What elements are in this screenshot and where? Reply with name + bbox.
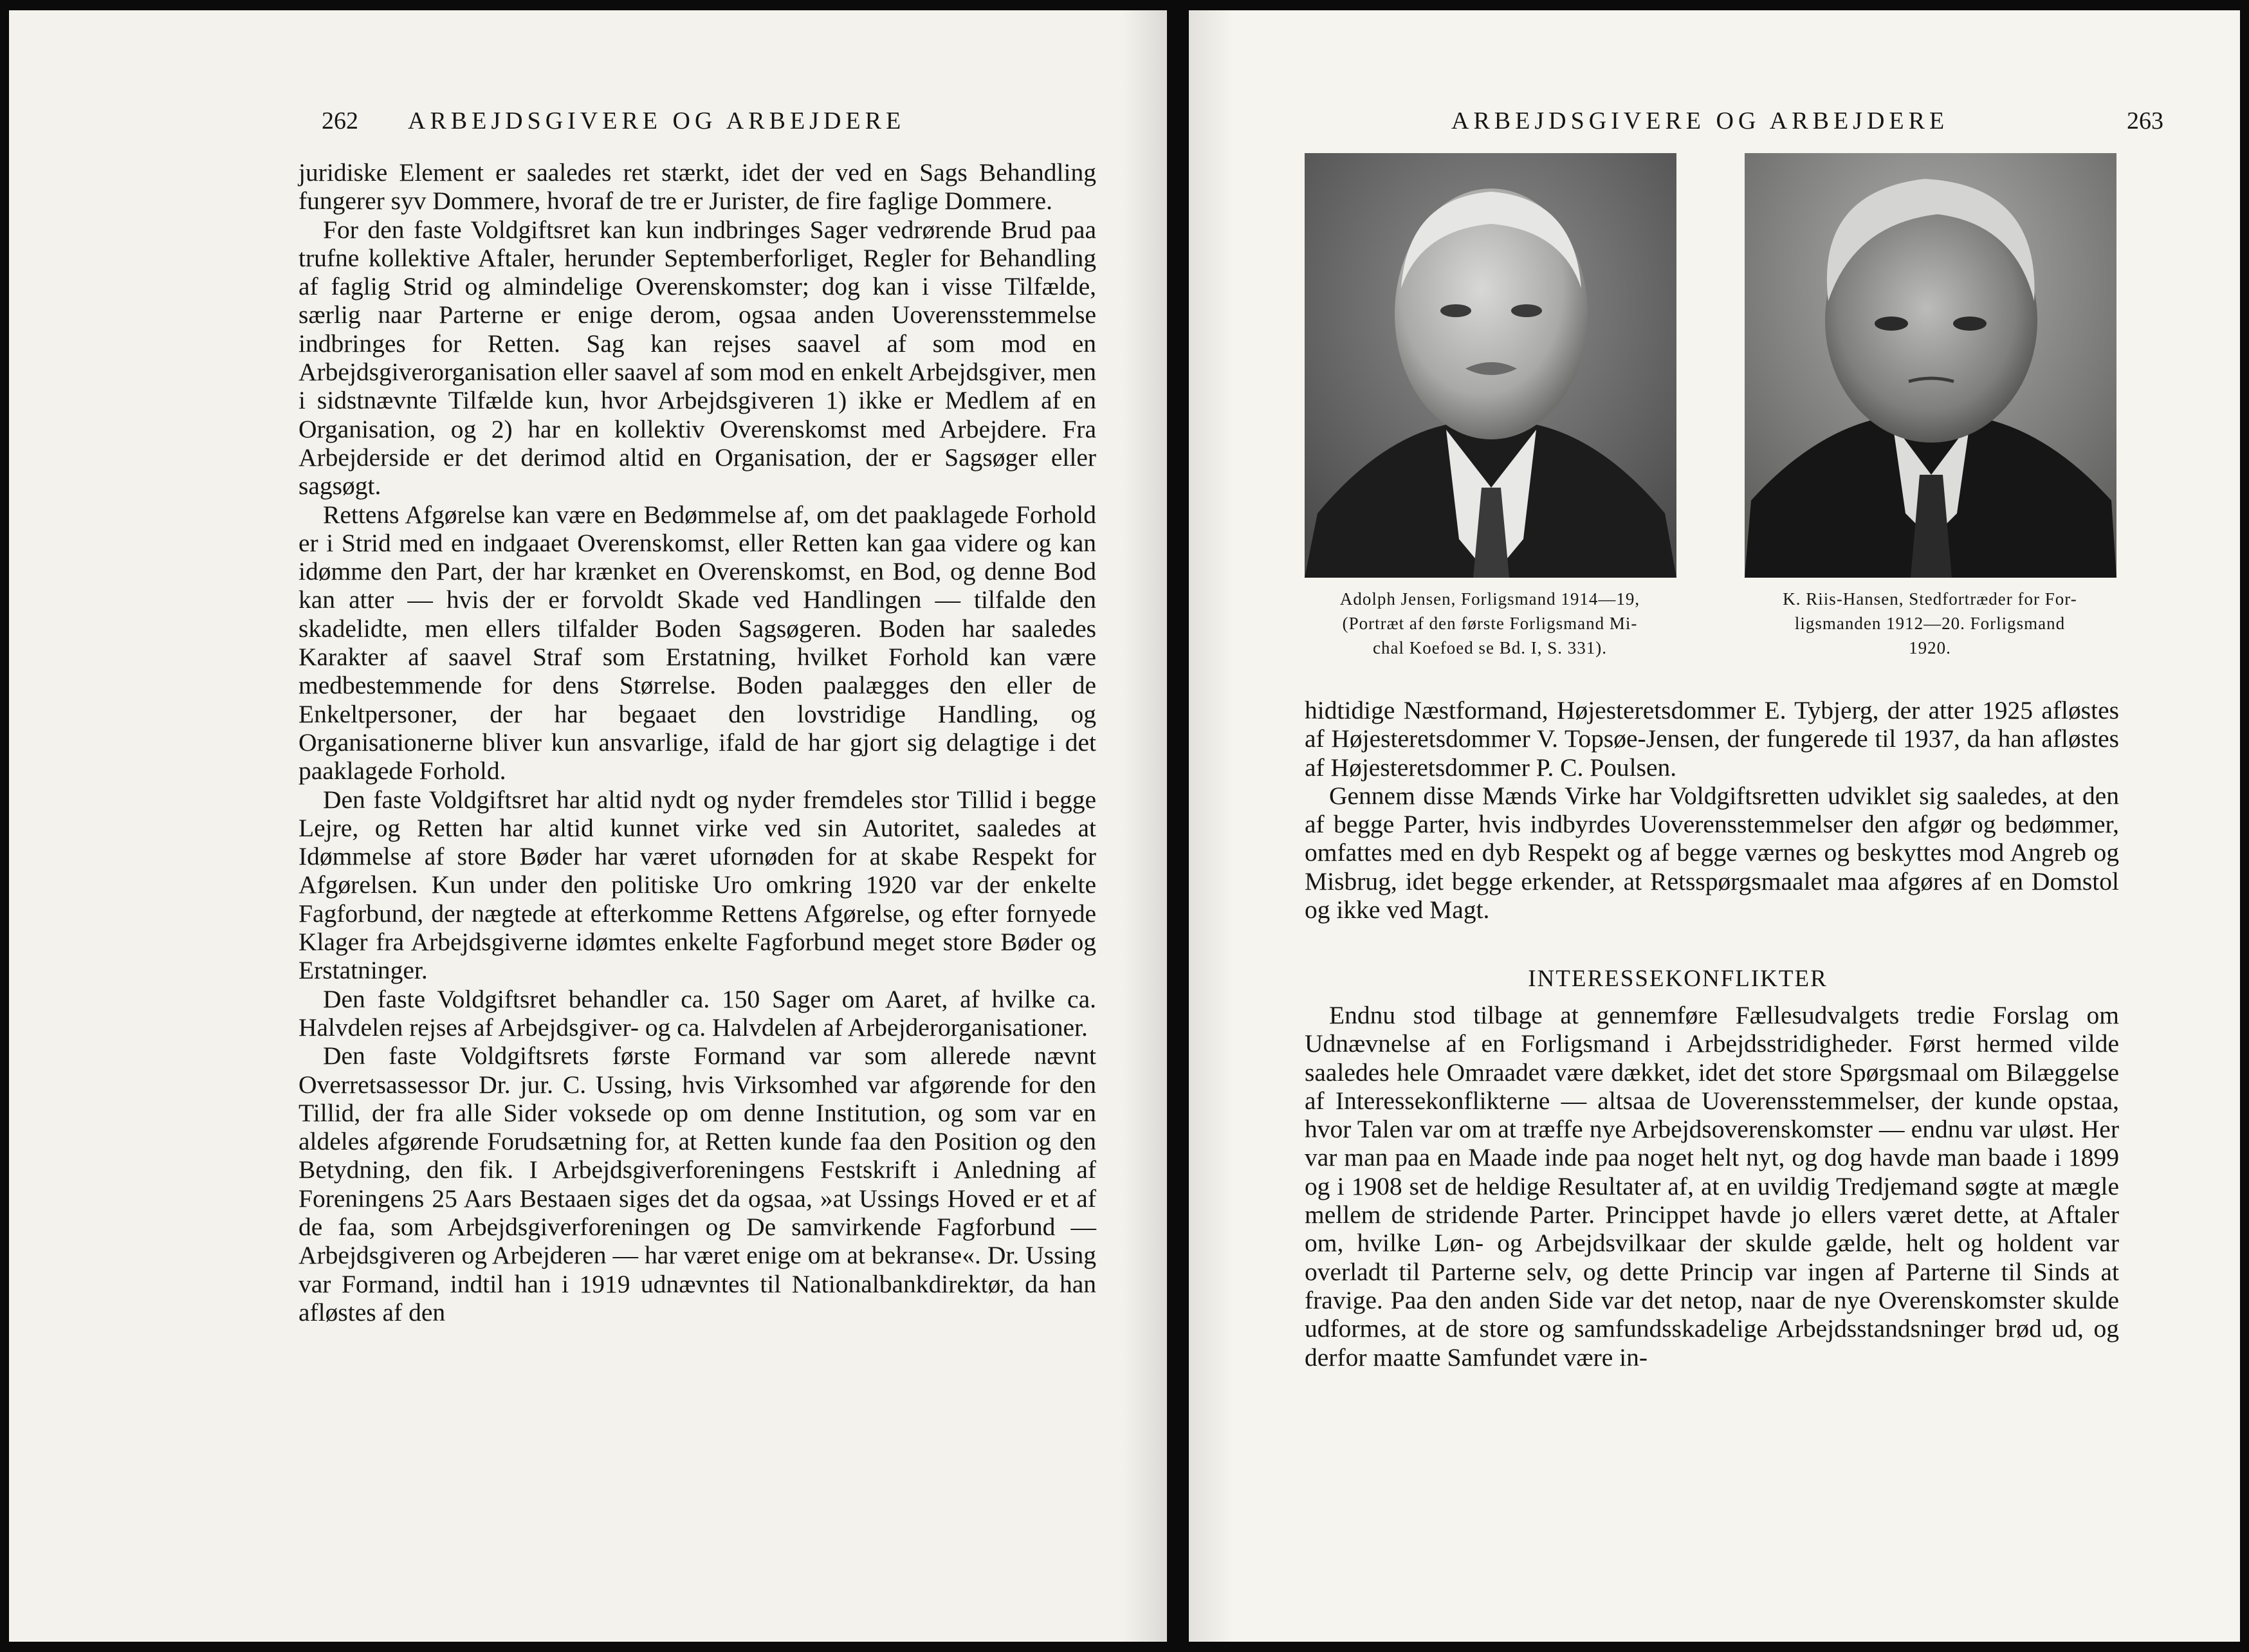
caption-line: Adolph Jensen, Forligsmand 1914—19, — [1339, 589, 1640, 609]
left-body-text — [298, 158, 1096, 1326]
paragraph: hidtidige Næstformand, Højesteretsdommer E. Tybjerg, der atter 1925 afløstes af Højesteretsdommer V. Topsøe-Jensen, der fungerede til 1937, da han afløstes af Højesteretsdommer P. C. Poulsen. — [1305, 696, 2119, 782]
gutter-shadow — [1189, 10, 1234, 1642]
running-head: ARBEJDSGIVERE OG ARBEJDERE — [1451, 107, 1949, 134]
right-page — [1189, 10, 2240, 1642]
page-number: 263 — [2127, 107, 2163, 134]
gutter-shadow — [1122, 10, 1167, 1642]
section-heading: INTERESSEKONFLIKTER — [1528, 966, 1828, 992]
caption-riis-hansen — [1743, 587, 2116, 660]
paragraph: For den faste Voldgiftsret kan kun indbringes Sager vedrørende Brud paa trufne kollektive Aftaler, herunder Septemberforliget, Regler for Behandling af faglig Strid og almindelige Overenskomster; dog kan i visse Tilfælde, særlig naar Parterne er enige derom, ogsaa anden Uoverensstemmelse indbringes for Retten. Sag kan rejses saavel af som mod en Arbejdsgiverorganisation eller saavel af som mod en enkelt Arbejdsgiver, men i sidstnævnte Tilfælde kun, hvor Arbejdsgiveren 1) ikke er Medlem af en Organisation, og 2) har en kollektiv Overenskomst med Arbejdere. Fra Arbejderside er det derimod altid en Organisation, der er Sagsøger eller sagsøgt. — [298, 215, 1096, 500]
paragraph: Den faste Voldgiftsret behandler ca. 150 Sager om Aaret, af hvilke ca. Halvdelen rejses af Arbejdsgiver- og ca. Halvdelen af Arbejderorganisationer. — [298, 984, 1096, 1042]
right-body-text-top — [1305, 696, 2119, 924]
paragraph: Gennem disse Mænds Virke har Voldgiftsretten udviklet sig saaledes, at den af begge Parter, hvis indbyrdes Uoverensstemmelser den afgør og bedømmer, omfattes med en dyb Respekt og af begge værnes og beskyttes mod Angreb og Misbrug, idet begge erkender, at Retsspørgsmaalet maa afgøres af en Domstol og ikke ved Magt. — [1305, 781, 2119, 924]
caption-line: 1920. — [1909, 638, 1951, 657]
portrait-riis-hansen-image — [1745, 153, 2116, 578]
paragraph: Rettens Afgørelse kan være en Bedømmelse af, om det paaklagede Forhold er i Strid med en indgaaet Overenskomst, eller Retten kan gaa videre og kan idømme den Part, der har krænket en Overenskomst, en Bod, og denne Bod kan atter — hvis der er forvoldt Skade ved Handlingen — tilfalde den skadelidte, men ellers tilfalder Boden Sagsøgeren. Boden har saaledes Karakter af saavel Straf som Erstatning, hvilket Forhold kan være medbestemmende for dens Størrelse. Boden paalægges den eller de Enkeltpersoner, der har begaaet den lovstridige Handling, og Organisationerne bliver kun ansvarlige, ifald de har gjort sig delagtige i det paaklagede Forhold. — [298, 500, 1096, 785]
caption-jensen — [1303, 587, 1676, 660]
paragraph: Endnu stod tilbage at gennemføre Fællesudvalgets tredie Forslag om Udnævnelse af en Forligsmand i Arbejdsstridigheder. Først hermed vilde saaledes hele Omraadet være dækket, idet det store Spørgsmaal om Bilæggelse af Interessekonflikterne — altsaa de Uoverensstemmelser, der kunde opstaa, hvor Talen var om at træffe nye Arbejdsoverenskomster — endnu var uløst. Her var man paa en Maade inde paa noget helt nyt, og dog havde man baade i 1899 og i 1908 set de heldige Resultater af, at en uvildig Tredjemand søgte at mægle mellem de stridende Parter. Princippet havde jo ellers været dette, at Aftaler om, hvilke Løn- og Arbejdsvilkaar der skulde gælde, helt og holdent var overladt til Parterne selv, og dette Princip var ingen af Parterne til Sinds at fravige. Paa den anden Side var det netop, naar de nye Overenskomster skulde udformes, at de store og samfundsskadelige Arbejdsstandsninger brød ud, og derfor maatte Samfundet være in- — [1305, 1001, 2119, 1372]
caption-line: (Portræt af den første Forligsmand Mi- — [1342, 614, 1638, 633]
right-body-text-bottom — [1305, 1001, 2119, 1372]
paragraph: Den faste Voldgiftsrets første Formand var som allerede nævnt Overretsassessor Dr. jur. C. Ussing, hvis Virksomhed var afgørende for den Tillid, der fra alle Sider voksede op om denne Institution, og som var en aldeles afgørende Forudsætning for, at Retten kunde faa den Position og den Betydning, den fik. I Arbejdsgiverforeningens Festskrift i Anledning af Foreningens 25 Aars Bestaaen siges det da ogsaa, »at Ussings Hoved er et af de faa, som Arbejdsgiverforeningen og De samvirkende Fagforbund — Arbejdsgiveren og Arbejderen — har været enige om at bekranse«. Dr. Ussing var Formand, indtil han i 1919 udnævntes til Nationalbankdirektør, da han afløstes af den — [298, 1042, 1096, 1326]
paragraph: Den faste Voldgiftsret har altid nydt og nyder fremdeles stor Tillid i begge Lejre, og Retten har altid kunnet virke ved sin Autoritet, saaledes at Idømmelse af store Bøder har været ufornøden for at skabe Respekt for Afgørelsen. Kun under den politiske Uro omkring 1920 var der enkelte Fagforbund, der nægtede at efterkomme Rettens Afgørelse, og efter fornyede Klager fra Arbejdsgiverne idømtes enkelte Fagforbund meget store Bøder og Erstatninger. — [298, 785, 1096, 985]
caption-line: chal Koefoed se Bd. I, S. 331). — [1373, 638, 1607, 657]
portrait-jensen-image — [1305, 153, 1676, 578]
portrait-photo-riis-hansen — [1745, 153, 2116, 578]
caption-line: ligsmanden 1912—20. Forligsmand — [1794, 614, 2066, 633]
page-number: 262 — [322, 107, 358, 134]
paragraph: juridiske Element er saaledes ret stærkt, idet der ved en Sags Behandling fungerer syv Dommere, hvoraf de tre er Jurister, de fire faglige Dommere. — [298, 158, 1096, 216]
running-head: ARBEJDSGIVERE OG ARBEJDERE — [408, 107, 906, 134]
left-page — [9, 10, 1167, 1642]
portrait-photo-jensen — [1305, 153, 1676, 578]
caption-line: K. Riis-Hansen, Stedfortræder for For- — [1783, 589, 2077, 609]
